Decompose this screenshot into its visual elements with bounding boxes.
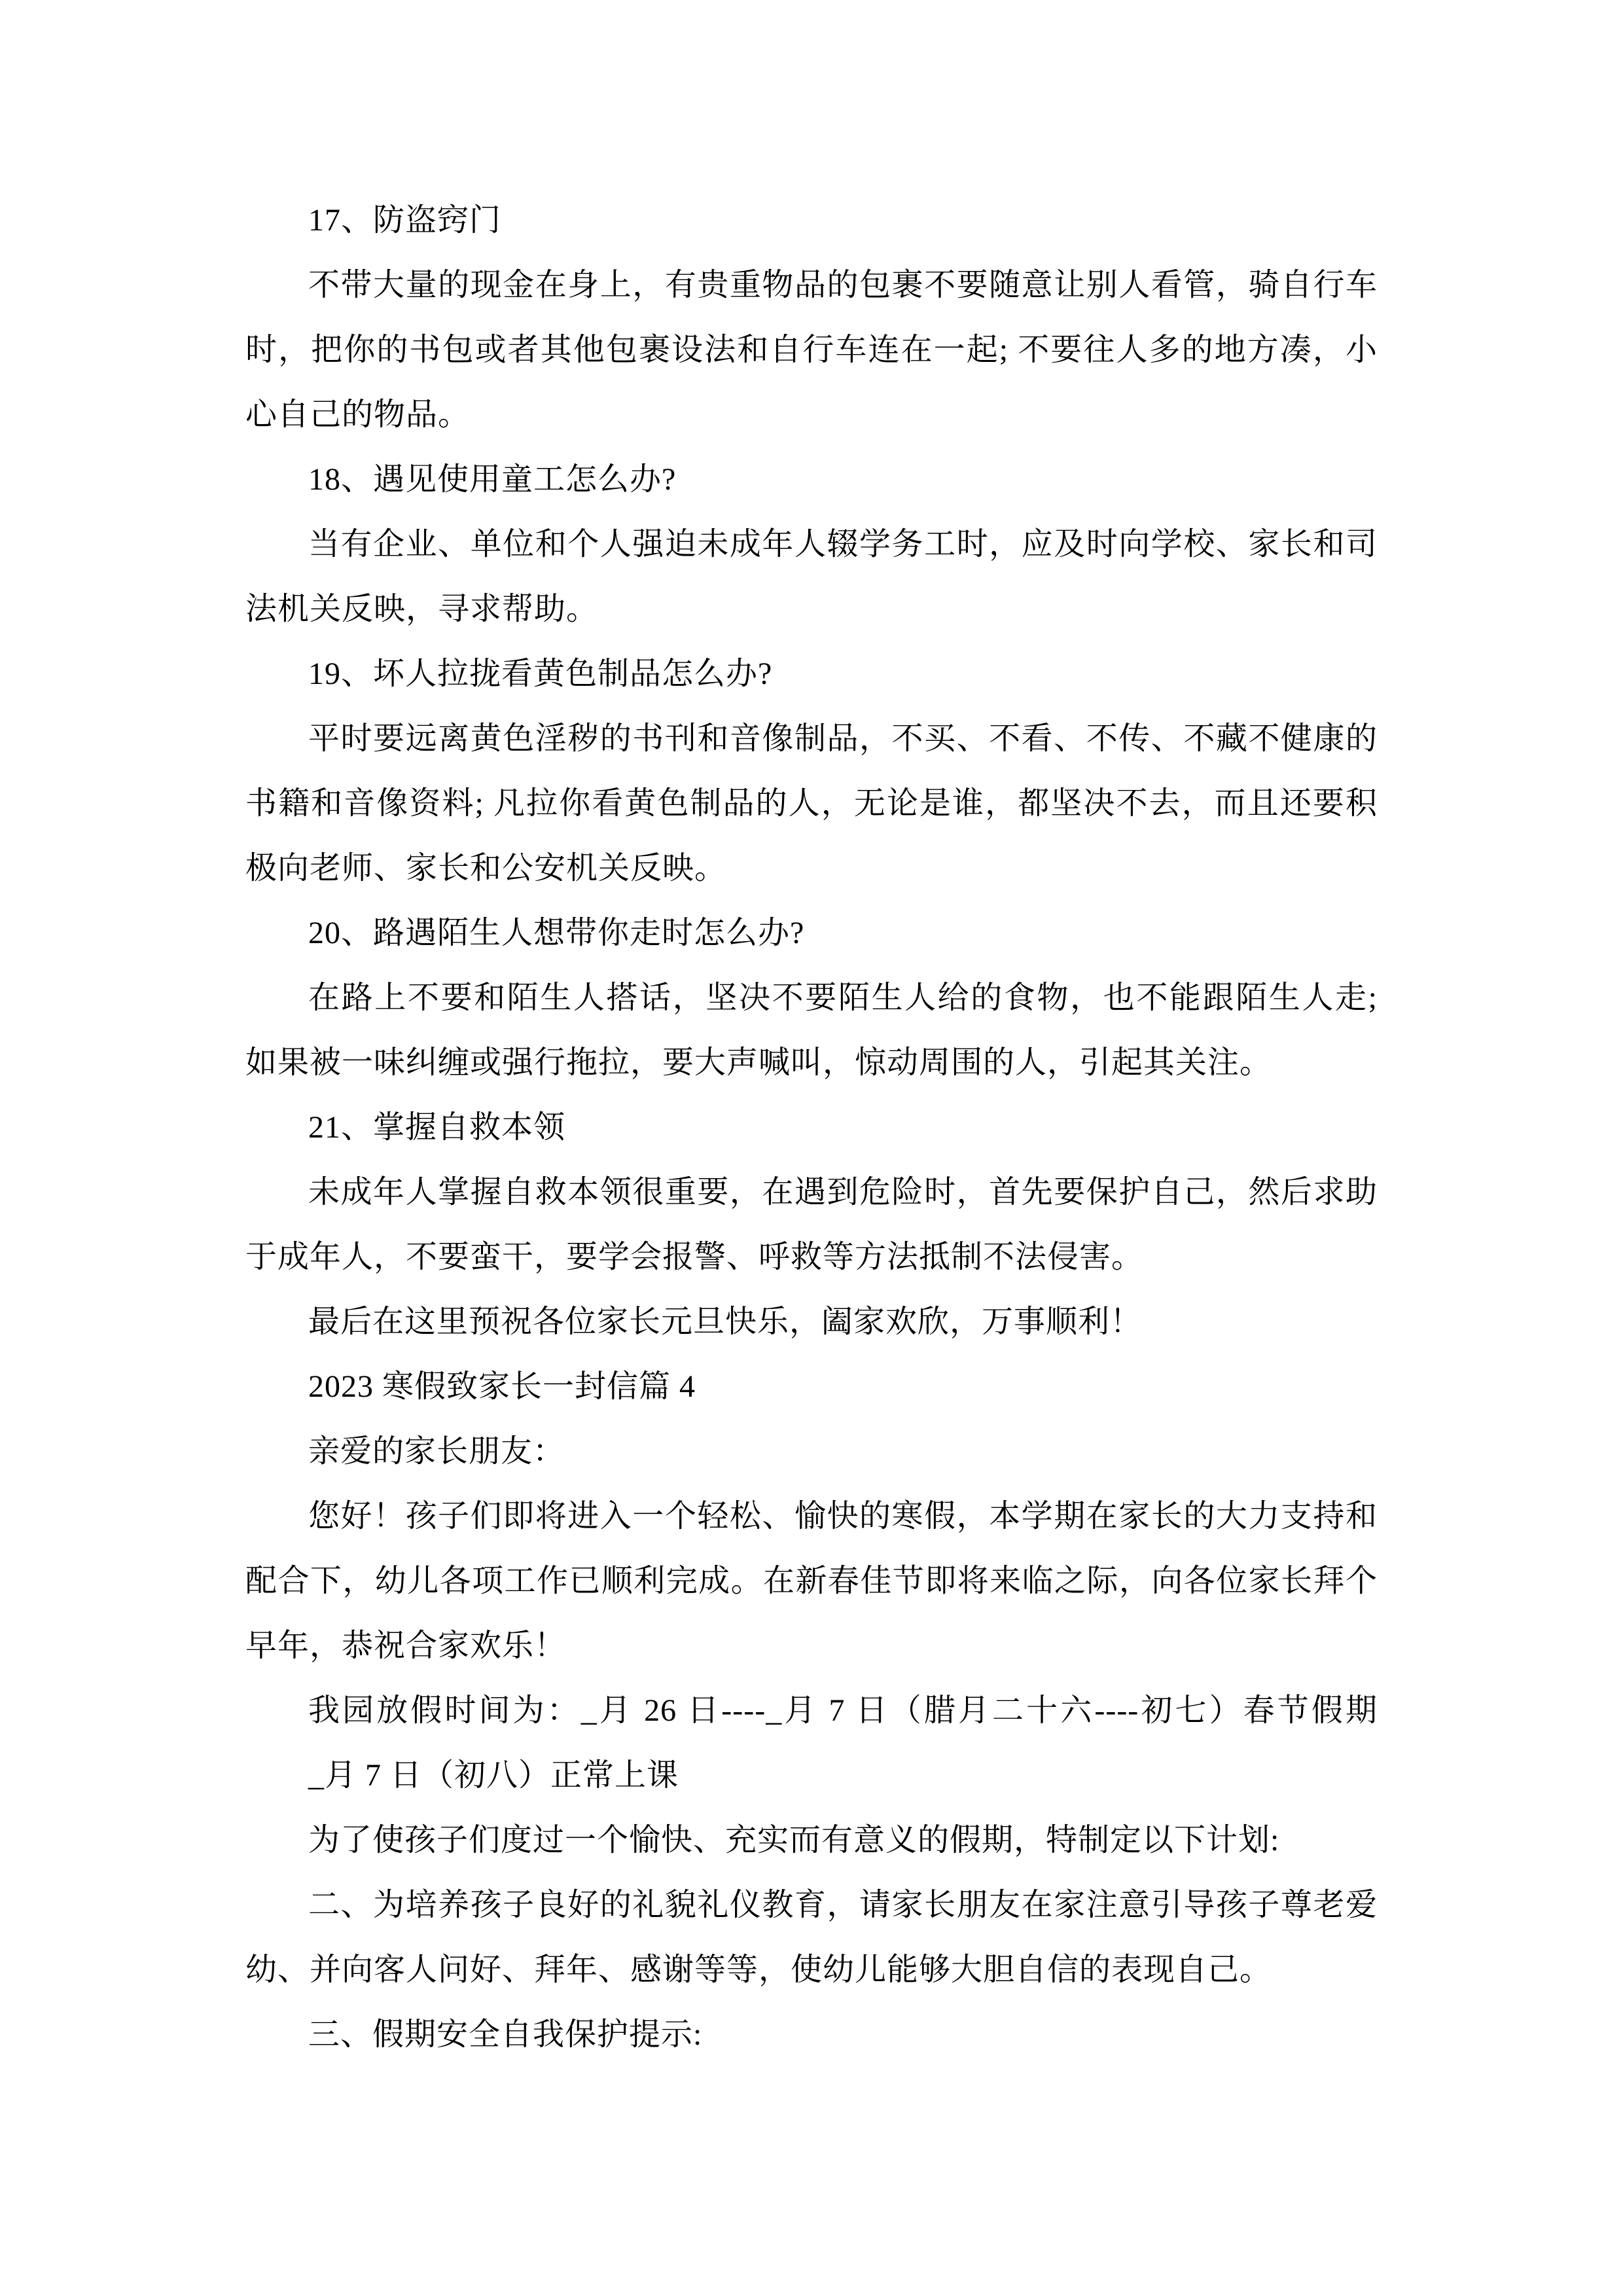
holiday-schedule-line-1: 我园放假时间为：_月 26 日----_月 7 日（腊月二十六----初七）春节假期 (308, 1693, 1378, 1728)
tip-18-body-line-2: 法机关反映，寻求帮助。 (245, 592, 599, 626)
tip-20-body-line-2: 如果被一味纠缠或强行拖拉，要大声喊叫，惊动周围的人，引起其关注。 (245, 1045, 1272, 1080)
tip-20-heading: 20、路遇陌生人想带你走时怎么办? (308, 916, 805, 950)
letter-4-title: 2023 寒假致家长一封信篇 4 (308, 1369, 696, 1404)
tip-17-heading: 17、防盗窍门 (308, 203, 502, 238)
salutation-line: 亲爱的家长朋友： (308, 1434, 565, 1469)
tip-20-body-line-1: 在路上不要和陌生人搭话，坚决不要陌生人给的食物，也不能跟陌生人走; (308, 980, 1378, 1015)
tip-19-body-line-2: 书籍和音像资料; 凡拉你看黄色制品的人，无论是谁，都坚决不去，而且还要积 (245, 786, 1378, 821)
tip-19-heading: 19、坏人拉拢看黄色制品怎么办? (308, 656, 773, 691)
tip-19-body-line-1: 平时要远离黄色淫秽的书刊和音像制品，不买、不看、不传、不藏不健康的 (308, 721, 1378, 756)
tip-17-body-line-3: 心自己的物品。 (245, 397, 471, 432)
plan-intro-line: 为了使孩子们度过一个愉快、充实而有意义的假期，特制定以下计划: (308, 1823, 1280, 1857)
letter-body (245, 188, 1378, 2067)
plan-item-3-heading: 三、假期安全自我保护提示: (308, 2017, 703, 2052)
tip-17-body-line-2: 时，把你的书包或者其他包裹设法和自行车连在一起; 不要往人多的地方凑，小 (245, 332, 1378, 367)
greeting-line-1: 您好！孩子们即将进入一个轻松、愉快的寒假，本学期在家长的大力支持和 (308, 1499, 1378, 1534)
tip-21-body-line-1: 未成年人掌握自救本领很重要，在遇到危险时，首先要保护自己，然后求助 (308, 1175, 1378, 1210)
tip-19-body-line-3: 极向老师、家长和公安机关反映。 (245, 851, 727, 886)
tip-21-heading: 21、掌握自救本领 (308, 1110, 566, 1145)
greeting-line-3: 早年，恭祝合家欢乐！ (245, 1628, 567, 1663)
closing-wish-line: 最后在这里预祝各位家长元旦快乐，阖家欢欣，万事顺利！ (308, 1304, 1143, 1339)
holiday-schedule-line-2: _月 7 日（初八）正常上课 (308, 1758, 679, 1793)
tip-18-heading: 18、遇见使用童工怎么办? (308, 462, 677, 497)
plan-item-2-line-2: 幼、并向客人问好、拜年、感谢等等，使幼儿能够大胆自信的表现自己。 (245, 1952, 1272, 1987)
tip-18-body-line-1: 当有企业、单位和个人强迫未成年人辍学务工时，应及时向学校、家长和司 (308, 527, 1378, 562)
tip-21-body-line-2: 于成年人，不要蛮干，要学会报警、呼救等方法抵制不法侵害。 (245, 1240, 1144, 1274)
tip-17-body-line-1: 不带大量的现金在身上，有贵重物品的包裹不要随意让别人看管，骑自行车 (308, 268, 1378, 302)
greeting-line-2: 配合下，幼儿各项工作已顺利完成。在新春佳节即将来临之际，向各位家长拜个 (245, 1564, 1378, 1598)
plan-item-2-line-1: 二、为培养孩子良好的礼貌礼仪教育，请家长朋友在家注意引导孩子尊老爱 (308, 1888, 1378, 1922)
